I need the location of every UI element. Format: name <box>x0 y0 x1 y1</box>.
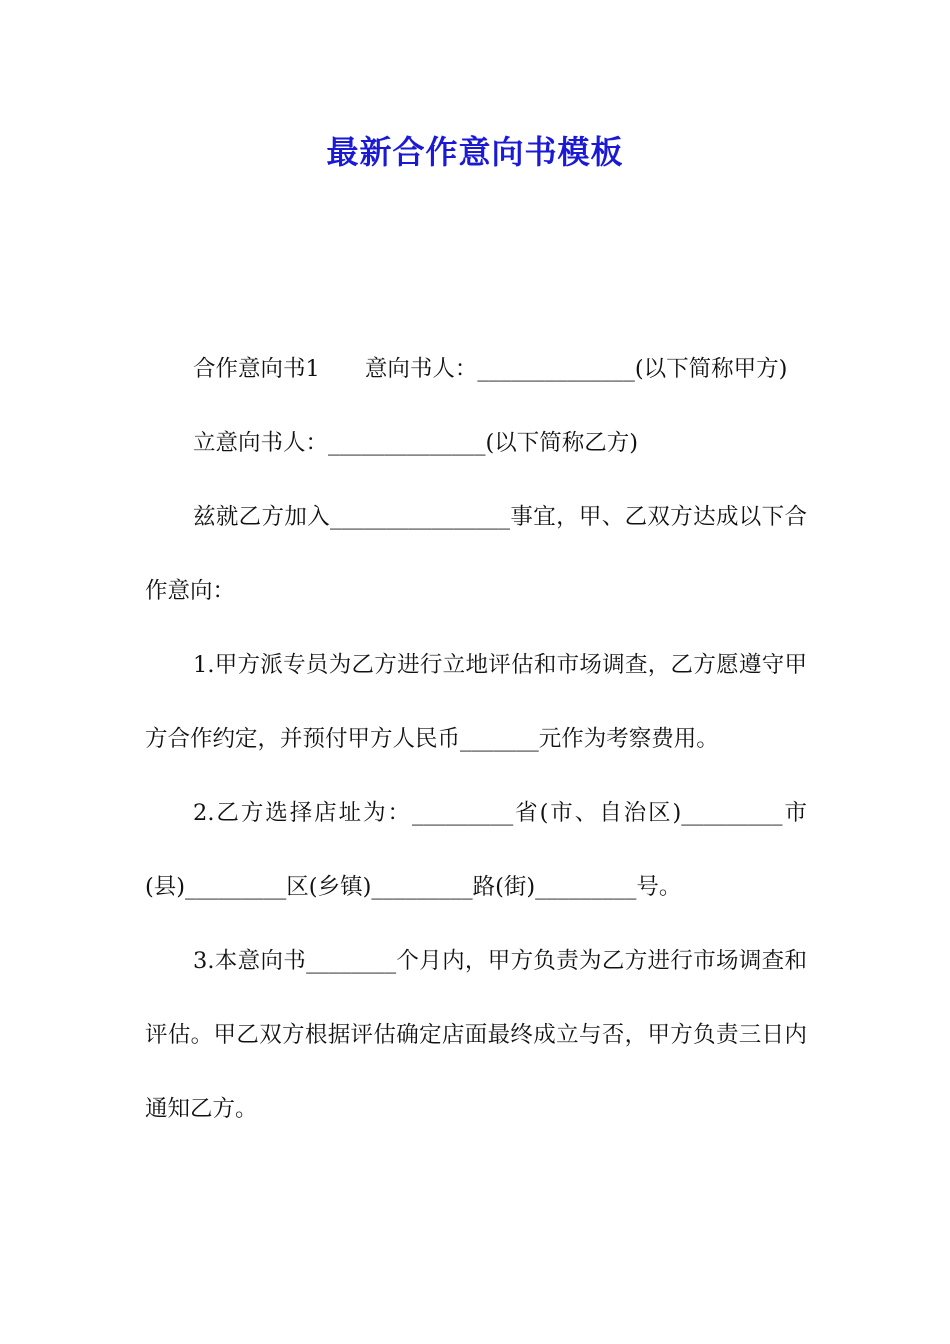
paragraph-intro: 合作意向书1 意向书人：______________(以下简称甲方) <box>193 356 788 382</box>
paragraph-purpose: 兹就乙方加入________________事宜，甲、乙双方达成以下合作意向： <box>145 504 807 604</box>
document-body <box>145 332 807 1146</box>
paragraph-clause-1: 1.甲方派专员为乙方进行立地评估和市场调查，乙方愿遵守甲方合作约定，并预付甲方人民币_______元作为考察费用。 <box>145 652 807 752</box>
paragraph-party-b: 立意向书人：______________(以下简称乙方) <box>193 430 639 456</box>
document-title: 最新合作意向书模板 <box>326 133 624 171</box>
paragraph-clause-3: 3.本意向书________个月内，甲方负责为乙方进行市场调查和评估。甲乙双方根据评估确定店面最终成立与否，甲方负责三日内通知乙方。 <box>145 948 807 1122</box>
paragraph-clause-2: 2.乙方选择店址为：_________省(市、自治区)_________市(县)_________区(乡镇)_________路(街)_________号。 <box>145 800 807 900</box>
